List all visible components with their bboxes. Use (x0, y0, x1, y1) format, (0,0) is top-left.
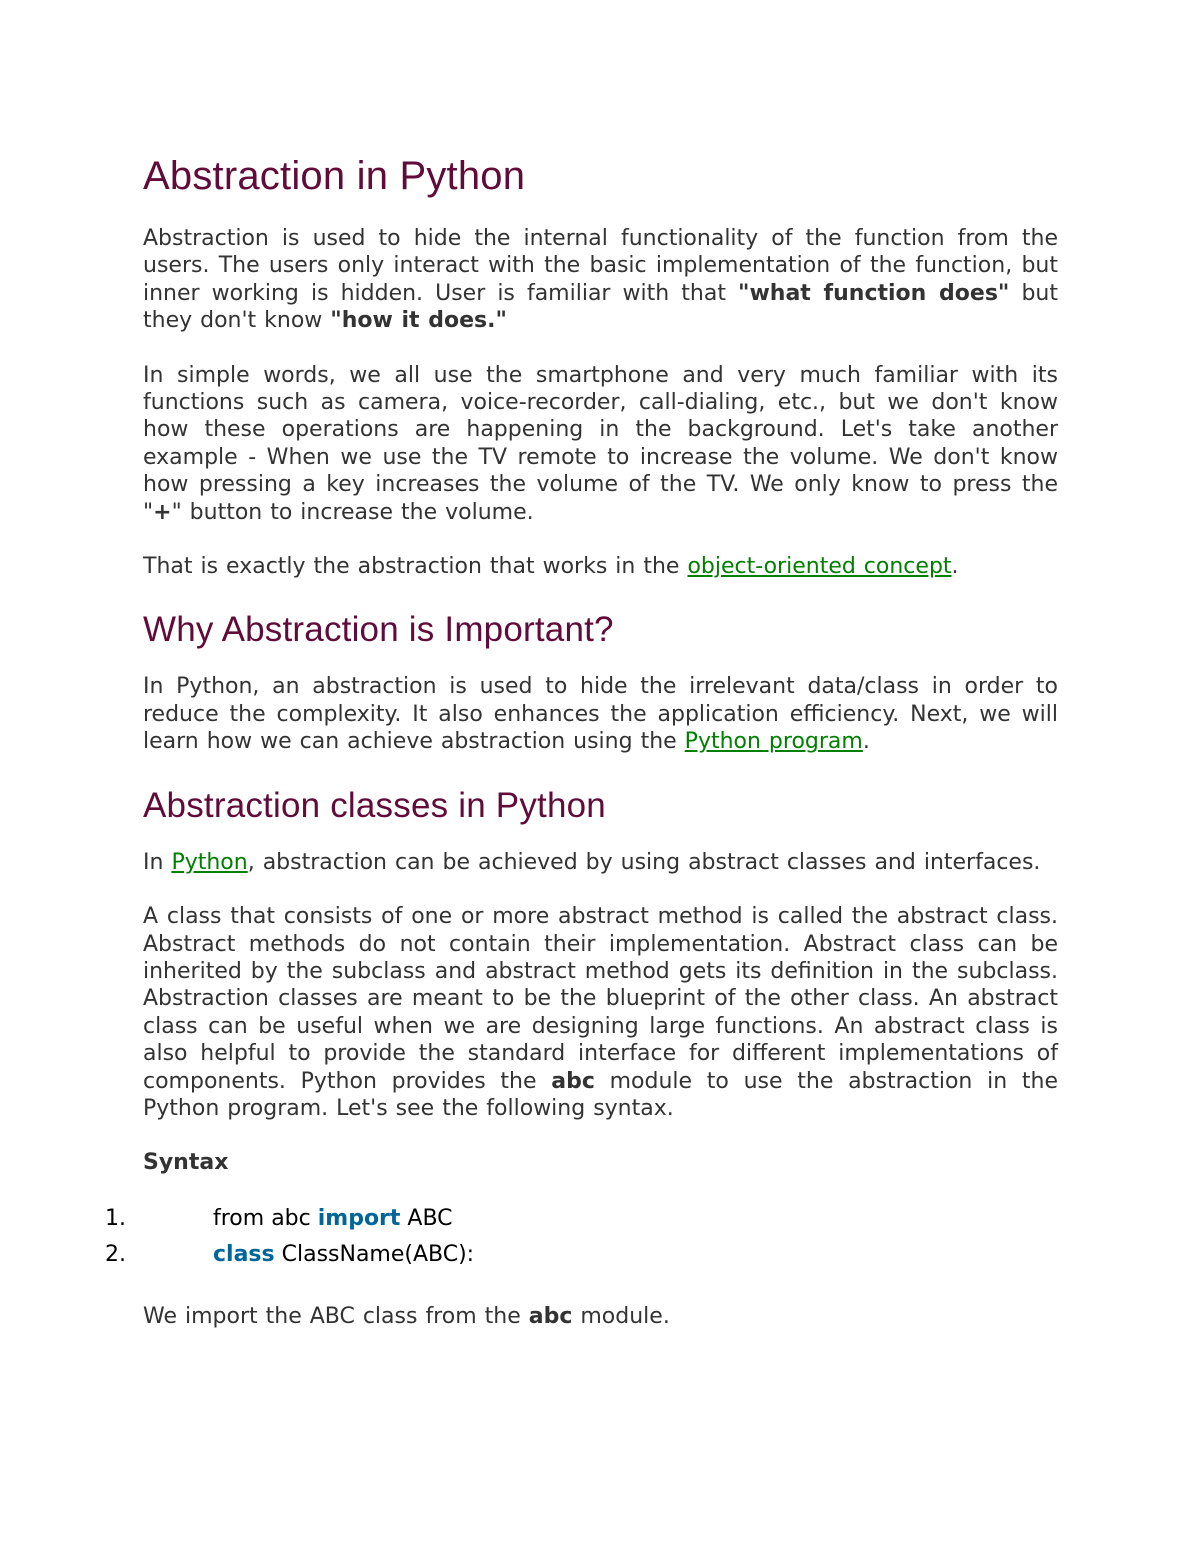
why-end: . (862, 729, 870, 755)
code-keyword: class (213, 1241, 275, 1267)
intro-paragraph-1 (143, 225, 1058, 335)
final-text: We import the ABC class from the (143, 1303, 529, 1329)
intro-text-2: but they don't know (143, 280, 1058, 334)
plus-symbol: + (153, 499, 172, 525)
code-post: ABC (400, 1205, 453, 1231)
code-line (105, 1205, 1058, 1241)
intro-text: Abstraction is used to hide the internal functionality of the function from the users. The users only interact with the basic implementation of the function, but inner working is hidden. User is familiar with that (143, 226, 1058, 306)
python-program-link[interactable]: Python program (684, 729, 863, 755)
abstraction-classes-heading: Abstraction classes in Python (143, 785, 606, 825)
why-text: In Python, an abstraction is used to hide the irrelevant data/class in order to reduce the complexity. It also enhances the application efficiency. Next, we will learn how we can achieve abstraction using the (143, 674, 1058, 755)
object-oriented-concept-link[interactable]: object-oriented concept (687, 554, 952, 580)
final-end: module. (572, 1303, 670, 1329)
classes-text-start: In (143, 849, 172, 875)
bold-abc-module: abc (528, 1303, 573, 1329)
smartphone-example-end: " button to increase the volume. (171, 499, 534, 525)
abstract-class-text: A class that consists of one or more abstract method is called the abstract class. Abstract methods do not contain their implementation. Abstract class can be inherited by the subclass and abstract method gets its definition in the subclass. Abstraction classes are meant to be the blueprint of the other class. An abstract class can be useful when we are designing large functions. An abstract class is also helpful to provide the standard interface for different implementations of components. Python provides the (143, 904, 1058, 1094)
oop-text: That is exactly the abstraction that works in the (143, 554, 688, 580)
final-paragraph (143, 1303, 1058, 1330)
code-post: ClassName(ABC): (274, 1241, 475, 1267)
page-title: Abstraction in Python (143, 154, 526, 198)
bold-what-function-does: "what function does" (738, 280, 1010, 306)
code-text (213, 1205, 453, 1232)
syntax-label: Syntax (143, 1150, 229, 1176)
code-keyword: import (317, 1205, 401, 1231)
abstract-class-end: module to use the abstraction in the Python program. Let's see the following syntax. (143, 1068, 1058, 1121)
bold-how-it-does: "how it does." (330, 308, 507, 334)
oop-end: . (951, 554, 959, 580)
line-number: 2. (105, 1241, 126, 1267)
bold-abc: abc (551, 1068, 595, 1094)
classes-paragraph-1 (143, 849, 1058, 876)
document-content (105, 150, 1058, 1357)
code-line (105, 1241, 1058, 1277)
why-abstraction-heading: Why Abstraction is Important? (143, 610, 614, 650)
python-link[interactable]: Python (171, 849, 248, 875)
intro-paragraph-3 (143, 553, 1058, 580)
line-number: 1. (105, 1205, 126, 1231)
classes-text-end: , abstraction can be achieved by using abstract classes and interfaces. (247, 849, 1041, 875)
classes-paragraph-2 (143, 903, 1058, 1122)
code-text (213, 1241, 474, 1268)
intro-paragraph-2 (143, 362, 1058, 526)
smartphone-example-text: In simple words, we all use the smartphone and very much familiar with its functions such as camera, voice-recorder, call-dialing, etc., but we don't know how these operations are happening in the background. Let's take another example - When we use the TV remote to increase the volume. We don't know how pressing a key increases the volume of the TV. We only know to press the " (143, 362, 1058, 525)
code-pre: from abc (213, 1205, 318, 1231)
code-block (105, 1205, 1058, 1277)
why-abstraction-paragraph (143, 673, 1058, 755)
